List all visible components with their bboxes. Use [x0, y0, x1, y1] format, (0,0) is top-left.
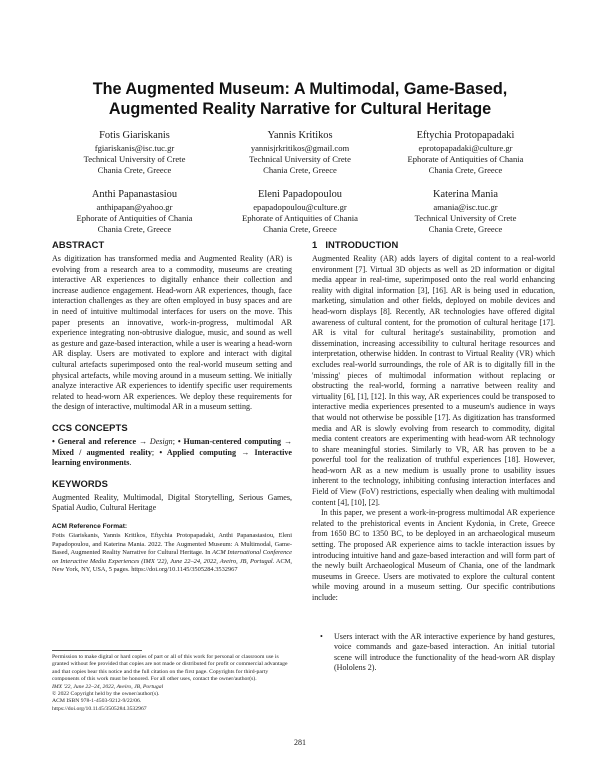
author-name: Yannis Kritikos — [267, 130, 333, 141]
section-number: 1 — [312, 239, 318, 250]
ccs-concept-2: • Human-centered computing → Mixed / augmented reality — [52, 436, 293, 457]
left-column — [52, 239, 292, 575]
contributions-list — [312, 632, 555, 674]
permission-text: Permission to make digital or hard copies of part or all of this work for personal or classroom use is granted without fee provided that copies are not made or distributed for profit or commercial advantage and that copies bear this notice and the full citation on the first page. Copyrights for third-party components of this work must be honored. For all other uses, contact the owner/author(s). — [52, 654, 288, 683]
author-card — [383, 188, 548, 235]
list-item — [320, 632, 555, 674]
author-affiliation: Technical University of Crete — [414, 213, 517, 223]
author-email: amania@isc.tuc.gr — [433, 202, 498, 212]
reference-format-heading: ACM Reference Format: — [52, 522, 128, 530]
ccs-concept-1-leaf: Design — [149, 436, 173, 446]
page-number: 281 — [294, 738, 306, 747]
author-email: eprotopapadaki@culture.gr — [418, 143, 513, 153]
footnote-copyright: © 2022 Copyright held by the owner/author(s). — [52, 691, 160, 698]
permission-footnote — [52, 650, 292, 713]
ccs-separator: ; — [172, 436, 178, 446]
author-block — [52, 129, 548, 247]
author-affiliation: Ephorate of Antiquities of Chania — [76, 213, 193, 223]
author-location: Chania Crete, Greece — [263, 165, 337, 175]
reference-text: Fotis Giariskanis, Yannis Kritikos, Eftychia Protopapadaki, Anthi Papanastasiou, Eleni Papadopoulou, and Katerina Mania. 2022. The Augmented Museum: A Multimodal, Game-Based, Augmented Reality Narrative for Cultural Heritage. In — [52, 532, 292, 557]
abstract-text: As digitization has transformed media and Augmented Reality (AR) is evolving from a research area to a commodity, museums are creating interactive AR experiences to digitally enhance their collection and increase audience engagement. Head-worn AR experiences, though, face interaction challenges as they are often employed in busy spaces and are in need of intuitive multimodal interfaces for users on the move. This paper presents an innovative, work-in-progress, multimodal AR experience integrating non-obtrusive dialogue, music, and sound as well as gesture and gaze-based interaction, while a user is wearing a head-worn AR display. Users are motivated to explore and interact with digital cultural artefacts superimposed onto the real-world museum setting and physical artefacts, while moving around in a museum setting. We initially analyze interactive AR experiences to identify specific user requirements related to head-worn AR experiences. We deploy these requirements for the design of interactive, multimodal AR in a museum setting. — [52, 254, 292, 412]
author-row-1 — [52, 129, 548, 176]
footnote-isbn: ACM ISBN 978-1-4503-9212-9/22/06. — [52, 698, 142, 705]
author-email: yannisjrkritikos@gmail.com — [250, 143, 350, 153]
title-line-1: The Augmented Museum: A Multimodal, Game-Based, — [92, 80, 508, 98]
ccs-arrow: → — [136, 436, 150, 446]
title-line-2: Augmented Reality Narrative for Cultural Heritage — [108, 100, 492, 118]
section-title: INTRODUCTION — [325, 239, 399, 250]
author-location: Chania Crete, Greece — [97, 224, 172, 234]
paper-title — [40, 79, 560, 119]
introduction-heading — [312, 239, 555, 251]
bullet-icon: • — [320, 631, 323, 641]
intro-paragraph-1: Augmented Reality (AR) adds layers of digital content to a real-world environment [7]. Virtual 3D objects as well as 2D information or digital media appear in real-time, superimposed onto the real world enhancing reality with digital information [3], [16]. AR is being used in education, marketing, simulation and other fields, deployed on mobile devices and head-worn displays [8]. Recently, AR technologies have offered digital awareness of cultural content, for the promotion of cultural heritage [17]. AR is vital for cultural heritage's sustainability, promotion and dissemination, increasing accessibility to cultural heritage resources and interpretation, otherwise hidden. In contrast to Virtual Reality (VR) which excludes real-world surroundings, the role of AR is to digitally fill in the 'missing' pieces of multimodal information without replacing or obstructing the real-world, forming a narrative between reality and virtuality [6], [1], [12]. In this way, AR experiences could be transposed to interactive media experiences presented to a museum's audience in ways that would not otherwise be possible [17]. As digitization has transformed media and AR is slowly evolving from research to commodity, digital media content creators are experimenting with head-worn AR technology to share meaningful stories. Similarly to VR, AR has proven to be a powerful tool for the realization of truthful experiences [18]. However, head-worn AR as a new medium is usually prone to usability issues inherent to the technology, inhibiting confusing interaction interfaces and Field of View (FoV) restrictions, especially when dealing with multimodal content [4], [10], [2]. — [312, 254, 555, 507]
ccs-heading: CCS CONCEPTS — [52, 421, 128, 433]
author-card — [218, 188, 383, 235]
author-row-2 — [52, 188, 548, 235]
footnote-venue: IMX '22, June 22–24, 2022, Aveiro, JB, Portugal — [52, 683, 164, 690]
author-affiliation: Technical University of Crete — [249, 154, 351, 164]
author-name: Eleni Papadopoulou — [258, 189, 342, 200]
author-name: Katerina Mania — [433, 189, 498, 200]
author-location: Chania Crete, Greece — [428, 165, 503, 175]
ccs-separator: ; — [151, 447, 160, 457]
author-location: Chania Crete, Greece — [428, 224, 503, 234]
author-name: Anthi Papanastasiou — [91, 189, 178, 200]
author-affiliation: Ephorate of Antiquities of Chania — [407, 154, 524, 164]
keywords-text: Augmented Reality, Multimodal, Digital Storytelling, Serious Games, Spatial Audio, Cultural Heritage — [52, 492, 292, 513]
abstract-heading: ABSTRACT — [52, 239, 105, 250]
author-location: Chania Crete, Greece — [97, 165, 172, 175]
author-email: epapadopoulou@culture.gr — [253, 202, 347, 212]
ccs-end: . — [129, 458, 132, 468]
ccs-concept-1: • General and reference — [52, 436, 137, 446]
author-email: fgiariskanis@isc.tuc.gr — [94, 143, 175, 153]
footnote-doi: https://doi.org/10.1145/3505284.3532967 — [52, 705, 147, 712]
reference-venue: ACM International Conference on Interactive Media Experiences (IMX '22), June 22–24, 2022, Aveiro, JB, Portugal. — [52, 549, 292, 565]
acm-reference-format — [52, 523, 292, 575]
contribution-text: Users interact with the AR interactive experience by hand gestures, voice commands and gaze-based interaction. An initial tutorial scene will introduce the functionality of the head-worn AR display (Hololens 2). — [334, 631, 555, 673]
author-affiliation: Technical University of Crete — [83, 154, 186, 164]
reference-doi: ACM, New York, NY, USA, 5 pages. https://doi.org/10.1145/3505284.3532967 — [52, 557, 293, 574]
keywords-heading: KEYWORDS — [52, 477, 109, 489]
right-column — [312, 239, 555, 674]
author-card — [52, 188, 217, 235]
author-name: Eftychia Protopapadaki — [416, 130, 515, 141]
footnote-rule — [52, 650, 142, 651]
ccs-concept-3: • Applied computing → Interactive learning environments — [52, 447, 292, 468]
author-affiliation: Ephorate of Antiquities of Chania — [242, 213, 358, 223]
ccs-concepts — [52, 437, 292, 469]
author-email: anthipapan@yahoo.gr — [96, 202, 173, 212]
author-card — [218, 129, 383, 176]
author-card — [383, 129, 548, 176]
intro-paragraph-2: In this paper, we present a work-in-progress multimodal AR experience related to the prehistorical events in Ancient Kydonia, in Crete, Greece from 1650 BC to 1350 BC, to be deployed in an archaeological museum setting. The proposed AR experience aims to tackle interaction issues by introducing intuitive hand and gaze-based interaction and will form part of the newly built Archaeological Museum of Chania, one of the landmark museums in Greece. Users are motivated to explore the cultural content while moving around in a museum setting. Our specific contributions include: — [312, 508, 555, 602]
author-location: Chania Crete, Greece — [263, 224, 337, 234]
author-name: Fotis Giariskanis — [99, 130, 170, 141]
author-card — [52, 129, 217, 176]
